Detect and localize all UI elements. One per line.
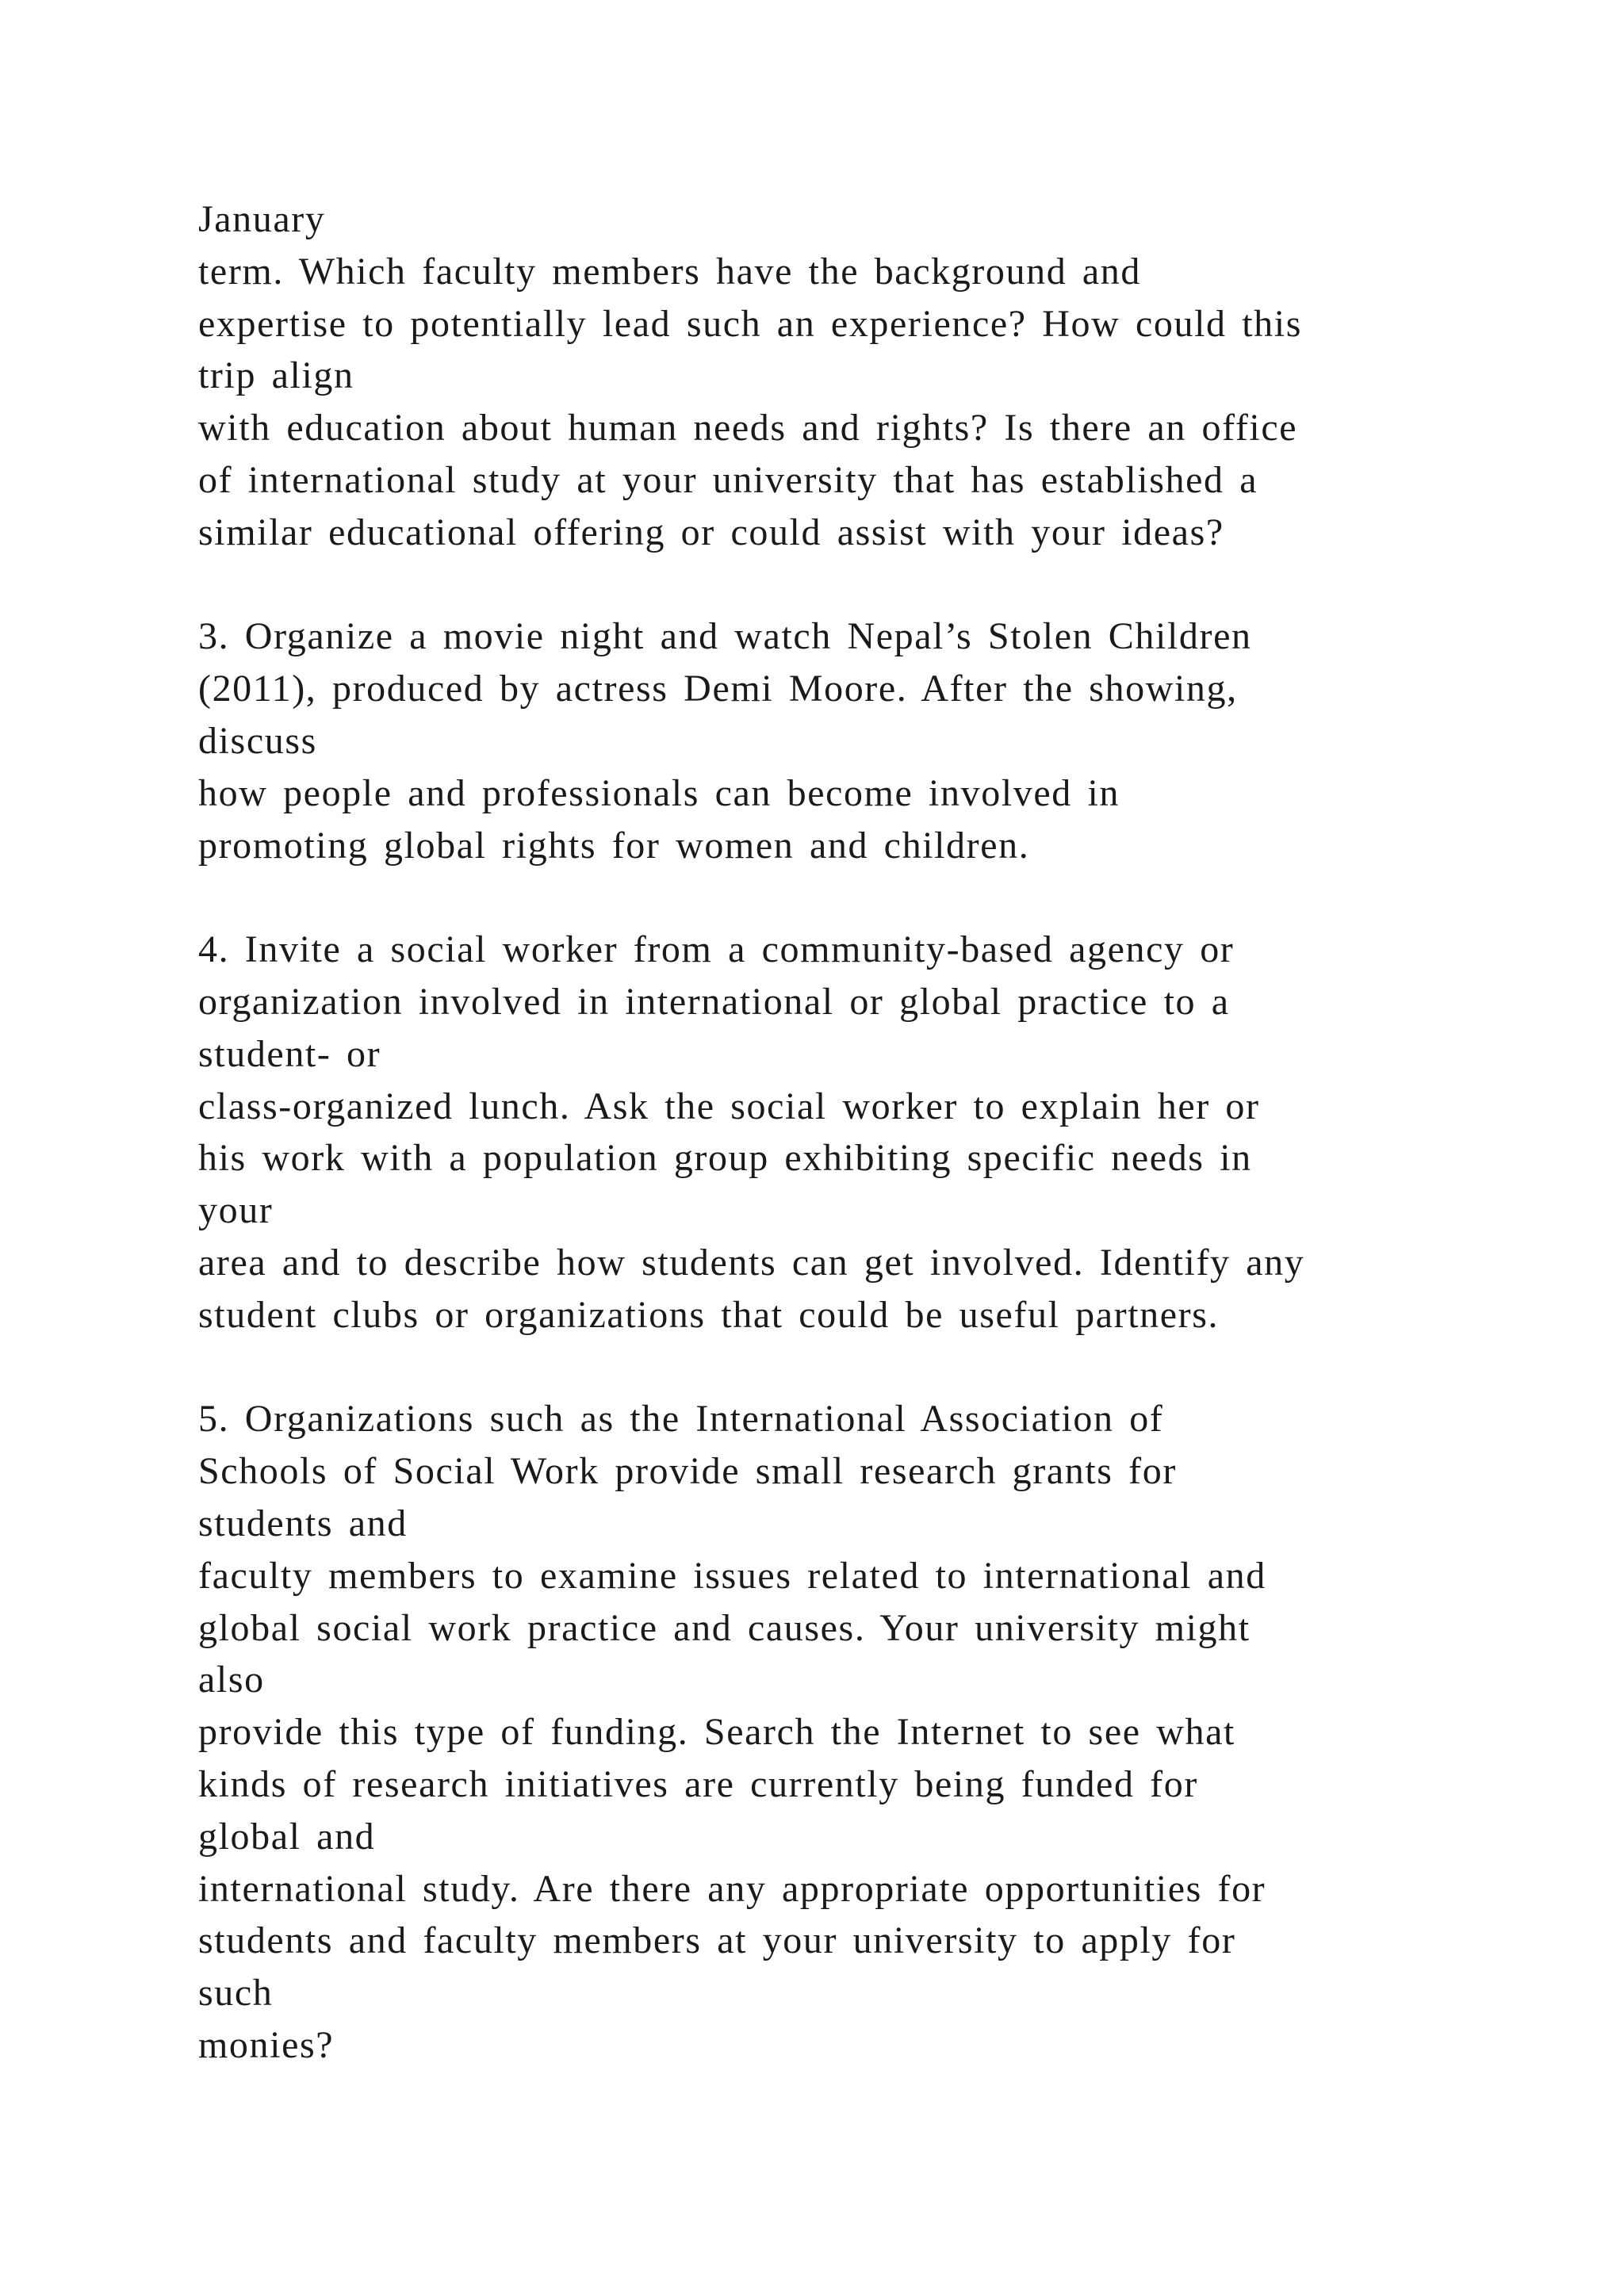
text-line: term. Which faculty members have the background and: [198, 250, 1141, 293]
text-line: area and to describe how students can get involved. Identify any: [198, 1241, 1305, 1284]
text-line: discuss: [198, 719, 317, 762]
text-line: global and: [198, 1815, 376, 1858]
text-line: your: [198, 1189, 274, 1232]
paragraph-break: [198, 1341, 1610, 1394]
text-line: Schools of Social Work provide small research grants for: [198, 1450, 1177, 1493]
text-line: how people and professionals can become involved in: [198, 771, 1120, 814]
text-line: organization involved in international or global practice to a: [198, 980, 1230, 1023]
text-line: (2011), produced by actress Demi Moore. After the showing,: [198, 668, 1238, 710]
text-line: students and: [198, 1502, 408, 1544]
text-line: faculty members to examine issues related to international and: [198, 1554, 1266, 1597]
text-line: trip align: [198, 354, 354, 397]
text-line: monies?: [198, 2023, 335, 2066]
text-line: of international study at your university that has established a: [198, 458, 1258, 501]
text-line: international study. Are there any appropriate opportunities for: [198, 1867, 1266, 1910]
text-line: such: [198, 1972, 274, 2015]
paragraph-break: [198, 559, 1610, 611]
text-line: class-organized lunch. Ask the social worker to explain her or: [198, 1085, 1260, 1127]
text-line: expertise to potentially lead such an experience? How could this: [198, 302, 1302, 345]
text-line: students and faculty members at your university to apply for: [198, 1919, 1236, 1962]
paragraph-break: [198, 871, 1610, 924]
text-line: 5. Organizations such as the International Association of: [198, 1398, 1164, 1441]
text-line: kinds of research initiatives are currently being funded for: [198, 1762, 1198, 1805]
text-line: promoting global rights for women and children.: [198, 824, 1030, 867]
text-line: student clubs or organizations that could be useful partners.: [198, 1293, 1220, 1336]
text-line: with education about human needs and rights? Is there an office: [198, 407, 1298, 450]
document-body: [198, 193, 1610, 2072]
text-line: 4. Invite a social worker from a community-based agency or: [198, 928, 1235, 971]
text-line: 3. Organize a movie night and watch Nepal’s Stolen Children: [198, 615, 1252, 658]
text-line: January: [198, 198, 326, 240]
text-line: student- or: [198, 1032, 381, 1075]
text-line: similar educational offering or could assist with your ideas?: [198, 511, 1224, 553]
text-line: provide this type of funding. Search the Internet to see what: [198, 1711, 1235, 1754]
text-line: global social work practice and causes. Your university might: [198, 1606, 1251, 1649]
text-line: his work with a population group exhibiting specific needs in: [198, 1137, 1252, 1180]
text-line: also: [198, 1659, 265, 1701]
